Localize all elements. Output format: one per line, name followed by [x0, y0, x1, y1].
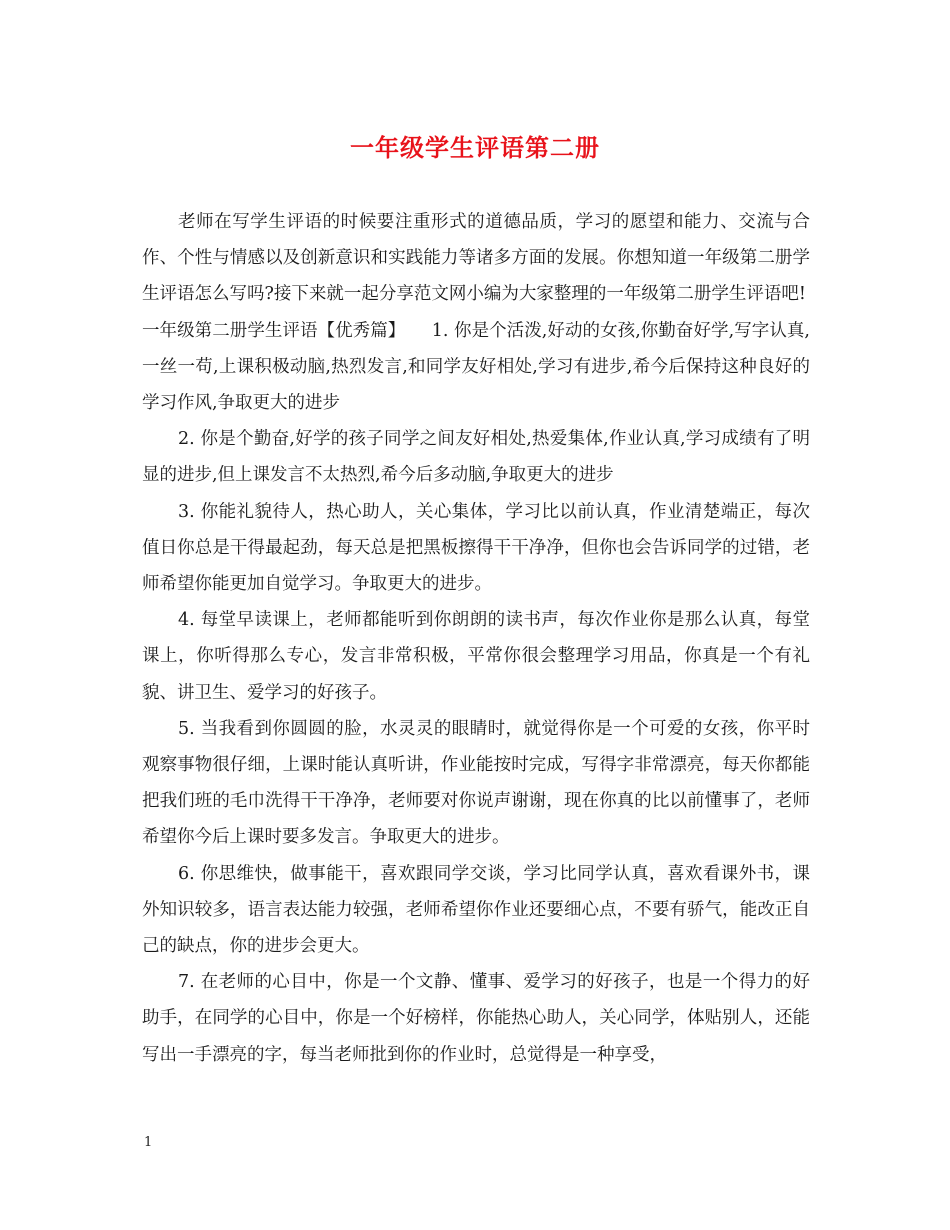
comment-paragraph-7: 7. 在老师的心目中，你是一个文静、懂事、爱学习的好孩子，也是一个得力的好助手，在同学的心目中，你是一个好榜样，你能热心助人，关心同学，体贴别人，还能写出一手漂亮的字，每当老师批到你的作业时，总觉得是一种享受，: [142, 972, 810, 1065]
comment-paragraph-4: 4. 每堂早读课上，老师都能听到你朗朗的读书声，每次作业你是那么认真，每堂课上，你听得那么专心，发言非常积极，平常你很会整理学习用品，你真是一个有礼貌、讲卫生、爱学习的好孩子。: [142, 610, 810, 703]
comment-paragraph-3: 3. 你能礼貌待人，热心助人，关心集体，学习比以前认真，作业清楚端正，每次值日你总是干得最起劲，每天总是把黑板擦得干干净净，但你也会告诉同学的过错，老师希望你能更加自觉学习。争取更大的进步。: [142, 501, 810, 595]
document-title: 一年级学生评语第二册: [350, 133, 600, 162]
comment-paragraph-5: 5. 当我看到你圆圆的脸，水灵灵的眼睛时，就觉得你是一个可爱的女孩，你平时观察事物很仔细，上课时能认真听讲，作业能按时完成，写得字非常漂亮，每天你都能把我们班的毛巾洗得干干净净，老师要对你说声谢谢，现在你真的比以前懂事了，老师希望你今后上课时要多发言。争取更大的进步。: [142, 718, 810, 848]
comment-paragraph-6: 6. 你思维快，做事能干，喜欢跟同学交谈，学习比同学认真，喜欢看课外书，课外知识较多，语言表达能力较强，老师希望你作业还要细心点，不要有骄气，能改正自己的缺点，你的进步会更大。: [142, 863, 810, 957]
comment-paragraph-2: 2. 你是个勤奋,好学的孩子同学之间友好相处,热爱集体,作业认真,学习成绩有了明显的进步,但上课发言不太热烈,希今后多动脑,争取更大的进步: [142, 429, 810, 486]
intro-paragraph: 老师在写学生评语的时候要注重形式的道德品质，学习的愿望和能力、交流与合作、个性与情感以及创新意识和实践能力等诸多方面的发展。你想知道一年级第二册学生评语怎么写吗?接下来就一起分享范文网小编为大家整理的一年级第二册学生评语吧!: [142, 212, 810, 305]
document-body: [142, 204, 810, 1073]
comment-paragraph-1: 一年级第二册学生评语【优秀篇】 1. 你是个活泼,好动的女孩,你勤奋好学,写字认真,一丝一苟,上课积极动脑,热烈发言,和同学友好相处,学习有进步,希今后保持这种良好的学习作风,争取更大的进步: [142, 320, 810, 414]
page-number: 1: [144, 1135, 153, 1150]
